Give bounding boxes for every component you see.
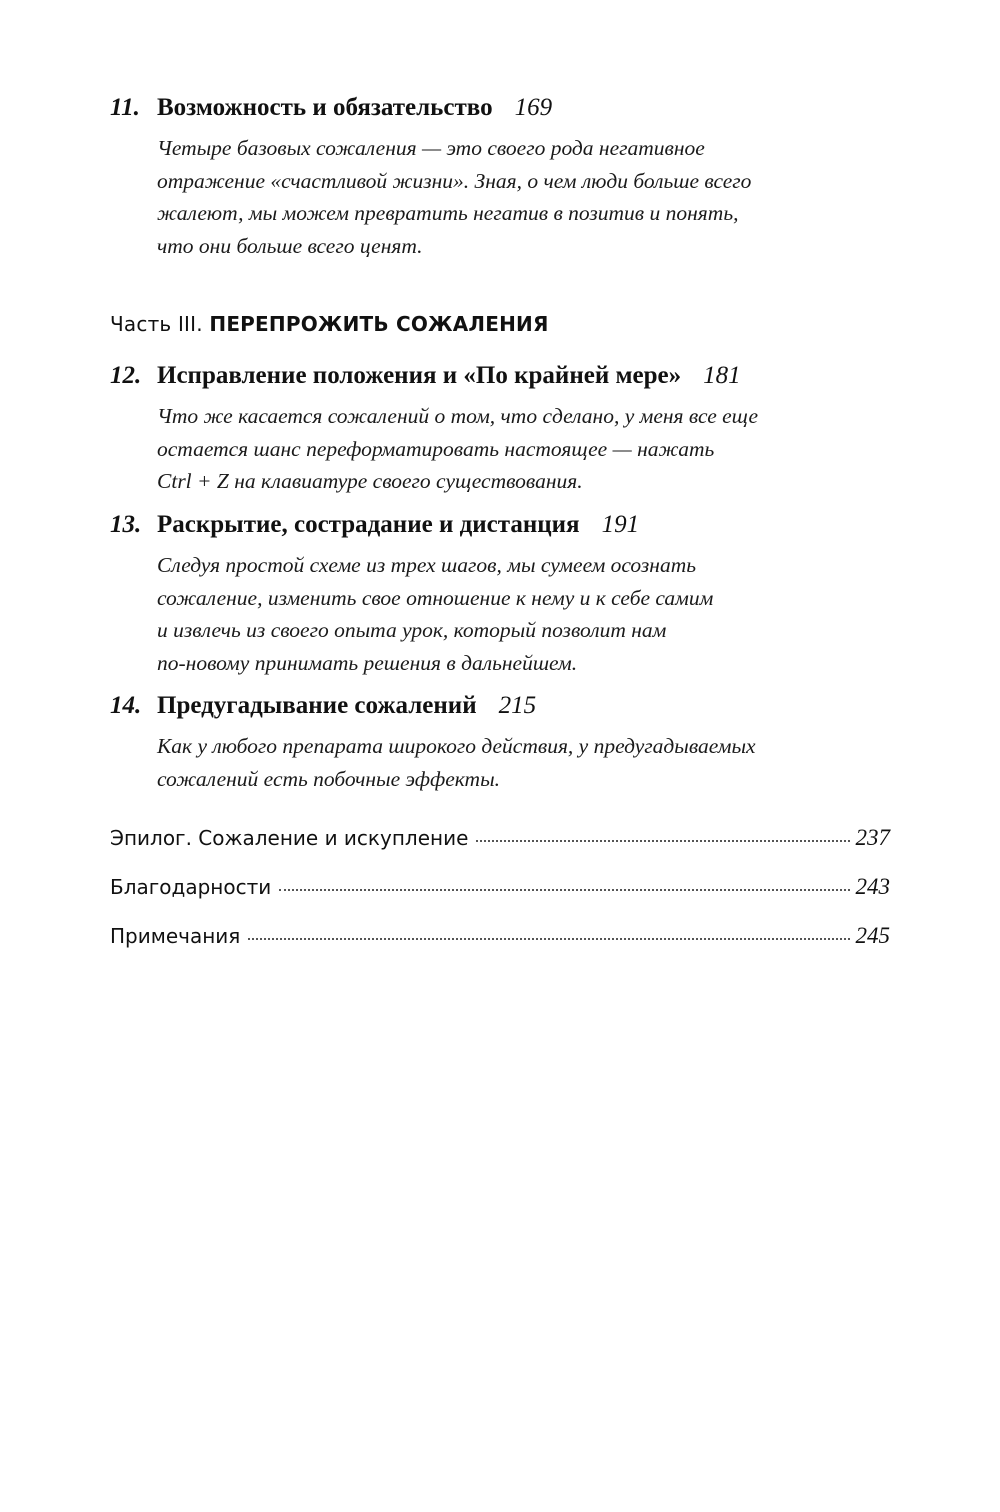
description-line: сожаление, изменить свое отношение к нему и к себе самим <box>157 585 714 610</box>
description-line: и извлечь из своего опыта урок, который позволит нам <box>157 618 667 642</box>
chapter-title: Раскрытие, сострадание и дистанция <box>157 511 580 538</box>
toc-entry-chapter-13[interactable] <box>110 509 900 679</box>
toc-entry-chapter-11[interactable] <box>110 92 900 262</box>
chapter-number: 11. <box>110 94 140 121</box>
chapter-page-number: 191 <box>601 511 640 538</box>
chapter-title: Возможность и обязательство <box>157 94 493 121</box>
entry-label: Примечания <box>110 924 241 948</box>
part-label: Часть III. <box>110 312 203 336</box>
entry-label: Эпилог. Сожаление и искупление <box>110 826 469 850</box>
description-line: Четыре базовых сожаления — это своего рода негативное <box>157 136 705 160</box>
entry-page-number: 237 <box>855 825 890 850</box>
part-title: ПЕРЕПРОЖИТЬ СОЖАЛЕНИЯ <box>209 312 549 336</box>
entry-page-number: 243 <box>855 874 890 899</box>
chapter-heading <box>110 360 900 392</box>
entry-label: Благодарности <box>110 875 272 899</box>
chapter-description <box>157 730 900 795</box>
description-line: Как у любого препарата широкого действия, у предугадываемых <box>157 734 756 758</box>
chapter-description <box>157 132 900 262</box>
description-line: жалеют, мы можем превратить негатив в позитив и понять, <box>157 201 739 225</box>
chapter-heading <box>110 690 900 722</box>
toc-entry-chapter-14[interactable] <box>110 690 900 795</box>
chapter-page-number: 169 <box>514 94 553 121</box>
dot-leader <box>279 889 849 891</box>
chapter-number: 13. <box>110 511 142 538</box>
description-line: остается шанс переформатировать настоящее — нажать <box>157 436 715 461</box>
chapter-heading <box>110 92 900 124</box>
toc-entry-notes[interactable] <box>110 922 890 950</box>
toc-entry-chapter-12[interactable] <box>110 360 900 498</box>
chapter-description <box>157 549 900 679</box>
description-line: Ctrl + Z на клавиатуре своего существования. <box>157 469 583 493</box>
chapter-title: Исправление положения и «По крайней мере» <box>157 362 682 389</box>
description-line: по-новому принимать решения в дальнейшем. <box>157 650 578 675</box>
toc-entry-epilogue[interactable] <box>110 824 890 852</box>
chapter-title: Предугадывание сожалений <box>157 692 477 719</box>
chapter-description <box>157 400 900 498</box>
description-line: Что же касается сожалений о том, что сделано, у меня все еще <box>157 404 758 428</box>
chapter-number: 14. <box>110 692 142 719</box>
chapter-page-number: 215 <box>498 692 537 719</box>
chapter-page-number: 181 <box>703 362 741 389</box>
description-line: отражение «счастливой жизни». Зная, о чем люди больше всего <box>157 168 752 193</box>
description-line: сожалений есть побочные эффекты. <box>157 766 501 791</box>
part-heading <box>110 310 549 338</box>
dot-leader <box>476 840 849 842</box>
chapter-heading <box>110 509 900 541</box>
description-line: что они больше всего ценят. <box>157 233 423 258</box>
chapter-number: 12. <box>110 362 142 389</box>
dot-leader <box>248 938 849 940</box>
entry-page-number: 245 <box>855 923 890 948</box>
toc-entry-acknowledgements[interactable] <box>110 873 890 901</box>
description-line: Следуя простой схеме из трех шагов, мы сумеем осознать <box>157 553 697 577</box>
